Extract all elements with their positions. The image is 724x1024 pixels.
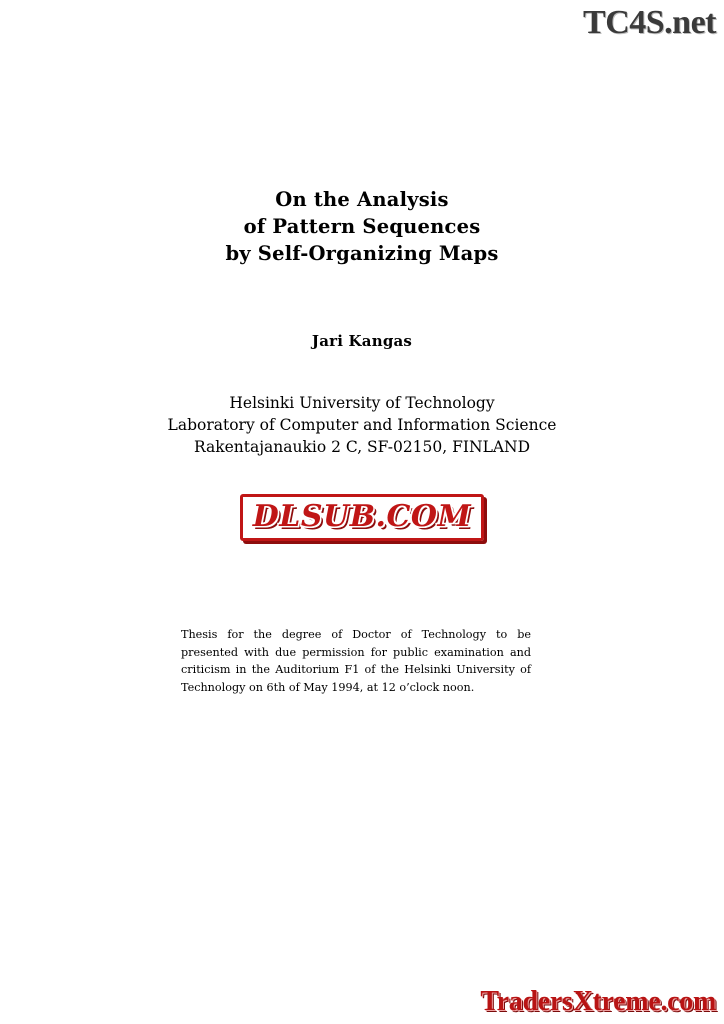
watermark-center-stamp-label: DLSUB.COM — [240, 494, 484, 541]
author-name: Jari Kangas — [311, 332, 413, 350]
document-title — [0, 186, 724, 267]
title-line-3: by Self-Organizing Maps — [225, 242, 499, 265]
affiliation-block — [0, 392, 724, 458]
title-line-1: On the Analysis — [275, 188, 449, 211]
thesis-note-paragraph: Thesis for the degree of Doctor of Technology to be presented with due permission for public examination and criticism in the Auditorium F1 of the Helsinki University of Technology on 6th of May 1994, at 12 o’clock noon. — [181, 628, 531, 694]
watermark-bottom-right: TradersXtreme.com — [480, 986, 716, 1017]
affiliation-university: Helsinki University of Technology — [229, 394, 495, 412]
title-line-2: of Pattern Sequences — [243, 215, 481, 238]
affiliation-address: Rakentajanaukio 2 C, SF-02150, FINLAND — [193, 438, 531, 456]
watermark-top-right: TC4S.net — [583, 4, 716, 41]
affiliation-laboratory: Laboratory of Computer and Information Science — [167, 416, 557, 434]
watermark-center-stamp — [0, 494, 724, 541]
